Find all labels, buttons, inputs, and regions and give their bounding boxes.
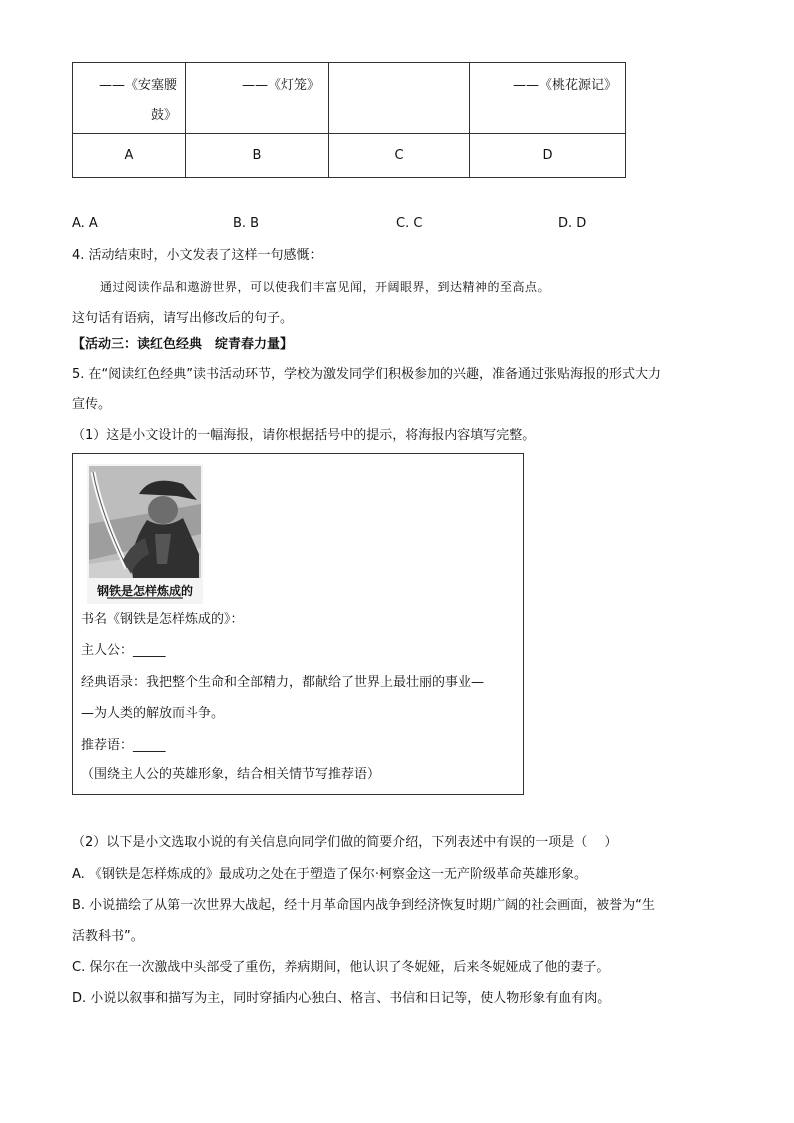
q3-option-c[interactable]: C. C bbox=[396, 216, 423, 231]
table-cell-quote-a bbox=[73, 63, 186, 134]
quote-a-line1: ——《安塞腰 bbox=[98, 78, 177, 93]
table-label-b: B bbox=[186, 134, 329, 178]
q5-option-b[interactable]: B. 小说描绘了从第一次世界大战起，经十月革命国内战争到经济恢复时期广阔的社会画面，被誉为“生 bbox=[72, 898, 655, 913]
q4-quote: 通过阅读作品和遨游世界，可以使我们丰富见闻，开阔眼界，到达精神的至高点。 bbox=[100, 280, 551, 294]
table-label-c: C bbox=[329, 134, 470, 178]
q5-stem-line1: 5. 在“阅读红色经典”读书活动环节，学校为激发同学们积极参加的兴趣，准备通过张贴海报的形式大力 bbox=[72, 367, 662, 382]
q5-option-c[interactable]: C. 保尔在一次激战中头部受了重伤，养病期间，他认识了冬妮娅，后来冬妮娅成了他的妻子。 bbox=[72, 960, 610, 975]
q5-option-b-cont: 活教科书”。 bbox=[72, 929, 144, 944]
book-cover-title: 钢铁是怎样炼成的 bbox=[96, 584, 193, 598]
quote-d: ——《桃花源记》 bbox=[512, 78, 617, 93]
q3-option-d[interactable]: D. D bbox=[558, 216, 587, 231]
table-cell-quote-c bbox=[329, 63, 470, 134]
quote-c bbox=[329, 63, 469, 71]
poster-quote-line2: —为人类的解放而斗争。 bbox=[81, 706, 225, 721]
table-cell-quote-b bbox=[186, 63, 329, 134]
q4-task: 这句话有语病，请写出修改后的句子。 bbox=[72, 311, 294, 326]
activity3-heading: 【活动三：读红色经典 绽青春力量】 bbox=[72, 337, 294, 352]
q3-option-b[interactable]: B. B bbox=[233, 216, 260, 231]
options-table bbox=[72, 62, 626, 178]
q3-option-a[interactable]: A. A bbox=[72, 216, 98, 231]
quote-b: ——《灯笼》 bbox=[241, 78, 320, 93]
table-cell-quote-d bbox=[470, 63, 626, 134]
table-label-a: A bbox=[73, 134, 186, 178]
book-cover bbox=[87, 464, 203, 604]
poster-recommend[interactable]: 推荐语：_____ bbox=[81, 738, 166, 753]
q5-stem-line2: 宣传。 bbox=[72, 397, 112, 412]
poster-book-name: 书名《钢铁是怎样炼成的》： bbox=[81, 612, 244, 627]
table-label-d: D bbox=[470, 134, 626, 178]
q5-sub2: （2）以下是小文选取小说的有关信息向同学们做的简要介绍，下列表述中有误的一项是（ ） bbox=[72, 835, 618, 850]
poster-hero[interactable]: 主人公：_____ bbox=[81, 643, 166, 658]
poster-hint: （围绕主人公的英雄形象，结合相关情节写推荐语） bbox=[81, 767, 381, 782]
poster-quote-line1: 经典语录：我把整个生命和全部精力，都献给了世界上最壮丽的事业— bbox=[81, 675, 485, 690]
q5-sub1: （1）这是小文设计的一幅海报，请你根据括号中的提示，将海报内容填写完整。 bbox=[72, 428, 536, 443]
poster-box bbox=[72, 453, 524, 795]
q5-option-a[interactable]: A. 《钢铁是怎样炼成的》最成功之处在于塑造了保尔·柯察金这一无产阶级革命英雄形象。 bbox=[72, 867, 588, 882]
q5-option-d[interactable]: D. 小说以叙事和描写为主，同时穿插内心独白、格言、书信和日记等，使人物形象有血有肉。 bbox=[72, 991, 611, 1006]
quote-a-line2: 鼓》 bbox=[150, 108, 177, 123]
q4-stem: 4. 活动结束时，小文发表了这样一句感慨： bbox=[72, 248, 323, 263]
